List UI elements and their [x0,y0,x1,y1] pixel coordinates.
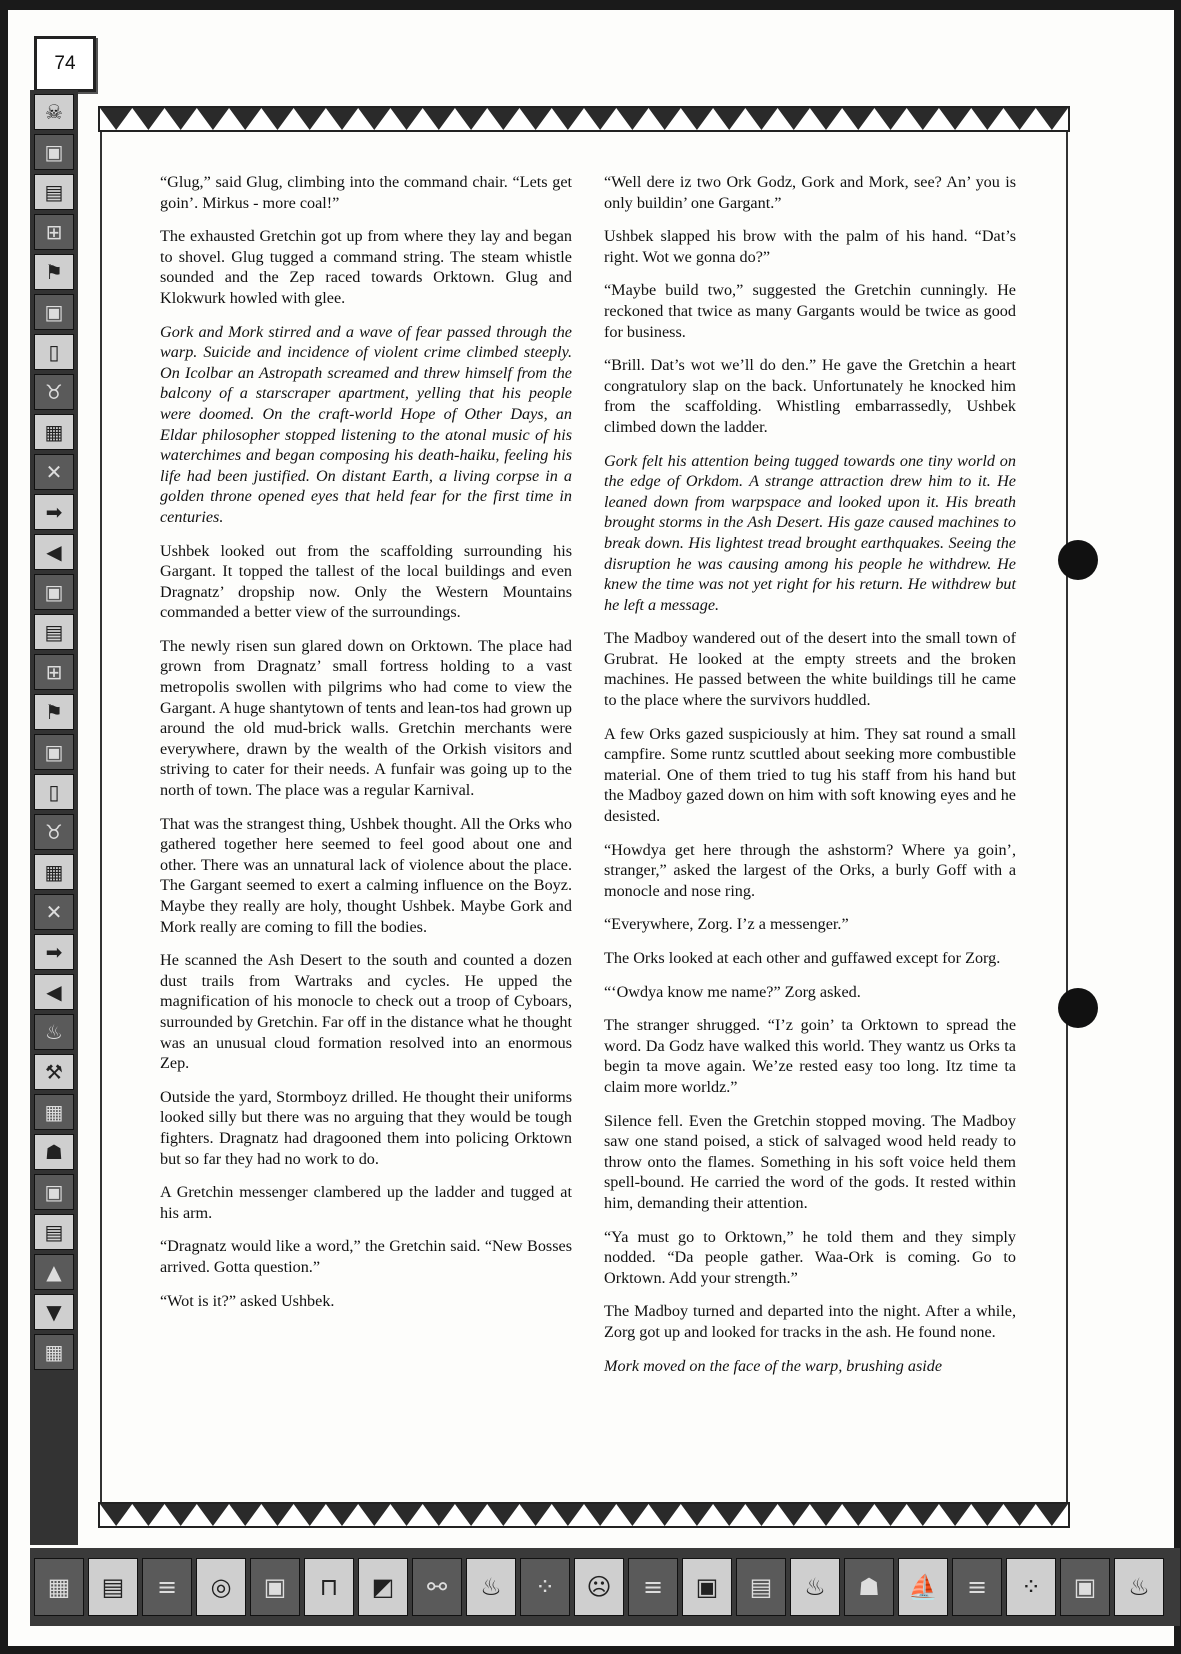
dots-glyph-icon: ⁘ [1006,1558,1056,1616]
checker-glyph-icon: ▦ [34,854,74,890]
checker-glyph-icon: ▦ [34,1094,74,1130]
bone-glyph-icon: ⚯ [412,1558,462,1616]
checker-glyph-icon: ▦ [34,1334,74,1370]
paragraph: “Maybe build two,” suggested the Gretchin cunningly. He reckoned that twice as many Gargants would be twice as good for business. [604,281,1016,341]
zigzag-triangle [971,1504,1003,1526]
paragraph: The Madboy wandered out of the desert into the small town of Grubrat. He looked at the empty streets and the broken machines. He passed between the white buildings till he came to the place where the survivors huddled. [604,629,1016,710]
zigzag-triangle [874,108,906,130]
box-glyph-icon: ▤ [34,174,74,210]
zigzag-triangle [261,108,293,130]
paragraph: The exhausted Gretchin got up from where they lay and began to shovel. Glug tugged a command string. The steam whistle sounded and the Zep raced towards Orktown. Glug and Klokwurk howled with glee. [160,227,572,307]
paragraph: That was the strangest thing, Ushbek thought. All the Orks who gathered together here seemed to feel good about one and other. There was an unnatural lack of violence about the place. The Gargant seemed to exert a calming influence on the Boyz. Maybe they really are holy, thought Ushbek. Maybe Gork and Mork really are coming to fill the bodies. [160,814,572,936]
zigzag-triangle [358,1504,390,1526]
horns-glyph-icon: ♉ [34,374,74,410]
zigzag-triangle [713,108,745,130]
paragraph: “Dragnatz would like a word,” the Gretchin said. “New Bosses arrived. Gotta question.” [160,1237,572,1276]
zigzag-triangle [907,108,939,130]
zigzag-triangle [810,1504,842,1526]
lines-glyph-icon: ≡ [952,1558,1002,1616]
bracket-glyph-icon: ⊞ [34,654,74,690]
paragraph: “Glug,” said Glug, climbing into the command chair. “Lets get goin’. Mirkus - more coal!” [160,173,572,212]
zigzag-triangle [100,108,132,130]
zigzag-triangle [261,1504,293,1526]
door-glyph-icon: ▯ [34,774,74,810]
text-columns [160,172,1016,1462]
triangle-glyph-icon: ◀ [34,974,74,1010]
zigzag-triangle [778,108,810,130]
arrow-glyph-icon: ➡ [34,494,74,530]
left-decorative-border [30,90,78,1545]
paragraph: Gork and Mork stirred and a wave of fear passed through the warp. Suicide and incidence of violent crime climbed steeply. On Icolbar an Astropath screamed and threw himself from the balcony of a starscraper apartment, yelling that his people were doomed. On the craft-world Hope of Other Days, an Eldar philosopher stopped listening to the atonal music of his waterchimes and began composing his death-haiku, feeling his life had been justified. On distant Earth, a living corpse in a golden throne opened eyes that held fear for the first time in centuries. [160,322,572,526]
zigzag-triangle [229,108,261,130]
mask-glyph-icon: ☗ [34,1134,74,1170]
zigzag-triangle [874,1504,906,1526]
block-glyph-icon: ▣ [34,134,74,170]
flame-glyph-icon: ♨ [1114,1558,1164,1616]
zigzag-triangle [616,1504,648,1526]
hammer-glyph-icon: ⚒ [34,1054,74,1090]
zigzag-triangle [552,1504,584,1526]
flag-glyph-icon: ⚑ [34,254,74,290]
zigzag-triangle [681,1504,713,1526]
paragraph: A few Orks gazed suspiciously at him. They sat round a small campfire. Some runtz scuttled about seeking more combustible material. One of them tried to tug his staff from his hand but the Madboy gazed down on him with soft knowing eyes and he desisted. [604,724,1016,826]
binder-hole-top [1058,540,1098,580]
zigzag-triangle [616,108,648,130]
zigzag-triangle [778,1504,810,1526]
checker-glyph-icon: ▦ [34,1558,84,1616]
zigzag-triangle [165,108,197,130]
cross-glyph-icon: ✕ [34,454,74,490]
zigzag-triangle [842,1504,874,1526]
box-glyph-icon: ▤ [34,1214,74,1250]
zigzag-triangle [1003,1504,1035,1526]
zigzag-triangle [487,108,519,130]
zigzag-triangle [1003,108,1035,130]
zigzag-triangle [358,108,390,130]
cross-glyph-icon: ✕ [34,894,74,930]
paragraph: The stranger shrugged. “I’z goin’ ta Orktown to spread the word. Da Godz have walked this world. They wantz us Orks ta begin ta move again. We’ze rested easy too long. Itz time ta claim more worldz.” [604,1016,1016,1096]
zigzag-triangle [681,108,713,130]
zigzag-triangle [1036,108,1068,130]
zigzag-triangle [455,108,487,130]
horns-glyph-icon: ♉ [34,814,74,850]
zigzag-triangle [745,1504,777,1526]
block-glyph-icon: ▣ [34,1174,74,1210]
zigzag-triangle [745,108,777,130]
zigzag-triangle [552,108,584,130]
zigzag-triangle [455,1504,487,1526]
zigzag-triangle [971,108,1003,130]
zigzag-triangle [519,1504,551,1526]
door-glyph-icon: ▯ [34,334,74,370]
flame-glyph-icon: ♨ [34,1014,74,1050]
spiral-glyph-icon: ◎ [196,1558,246,1616]
zigzag-triangle [487,1504,519,1526]
zigzag-triangle [1036,1504,1068,1526]
zigzag-triangle [423,108,455,130]
face-glyph-icon: ☹ [574,1558,624,1616]
bottom-zigzag-border [98,1502,1070,1528]
dots-glyph-icon: ⁘ [520,1558,570,1616]
zigzag-triangle [326,1504,358,1526]
box-glyph-icon: ▤ [736,1558,786,1616]
paragraph: “‘Owdya know me name?” Zorg asked. [604,982,861,1001]
paragraph: The Orks looked at each other and guffawed except for Zorg. [604,949,1001,967]
zigzag-triangle [842,108,874,130]
zigzag-triangle [423,1504,455,1526]
zigzag-triangle [939,108,971,130]
paragraph: “Everywhere, Zorg. I’z a messenger.” [604,915,849,934]
block-glyph-icon: ▣ [34,734,74,770]
zigzag-triangle [132,108,164,130]
block-glyph-icon: ▣ [1060,1558,1110,1616]
zigzag-triangle [907,1504,939,1526]
zigzag-triangle [713,1504,745,1526]
lines-glyph-icon: ≡ [142,1558,192,1616]
zigzag-triangle [100,1504,132,1526]
zigzag-triangle [165,1504,197,1526]
paragraph: “Well dere iz two Ork Godz, Gork and Mork, see? An’ you is only buildin’ one Gargant.” [604,173,1016,212]
binder-hole-bottom [1058,988,1098,1028]
paragraph: Outside the yard, Stormboyz drilled. He thought their uniforms looked silly but there was no arguing that they would be tough fighters. Dragnatz had dragooned them into policing Orktown but so far they had no work to do. [160,1087,572,1168]
zigzag-triangle [939,1504,971,1526]
zigzag-triangle [519,108,551,130]
paragraph: Mork moved on the face of the warp, brushing aside [604,1356,943,1375]
page-number: 74 [34,36,96,92]
box-glyph-icon: ▤ [88,1558,138,1616]
checker-glyph-icon: ▦ [34,414,74,450]
paragraph: The newly risen sun glared down on Orktown. The place had grown from Dragnatz’ small fortress holding to a vast metropolis swollen with pilgrims who had come to view the Gargant. A huge shantytown of tents and lean-tos had grown up around the old mud-brick walls. Gretchin merchants were everywhere, drawn by the wealth of the Orkish visitors and striving to cater for their needs. A funfair was going up to the north of town. The place was a regular Karnival. [160,636,572,800]
paragraph: He scanned the Ash Desert to the south and counted a dozen dust trails from Wartraks and cycles. He upped the magnification of his monocle to check out a troop of Cyboars, surrounded by Gretchin. Far off in the distance what he thought was an unusual cloud formation resolved into an enormous Zep. [160,951,572,1073]
zigzag-triangle [326,108,358,130]
paragraph: Silence fell. Even the Gretchin stopped moving. The Madboy saw one stand poised, a stick of salvaged wood held ready to throw onto the flames. Something in his soft voice held them spell-bound. He carried the word of the gods. It rested within him, demanding their attention. [604,1111,1016,1212]
triangle-glyph-icon: ◀ [34,534,74,570]
flag-glyph-icon: ⚑ [34,694,74,730]
zigzag-triangle [390,1504,422,1526]
zigzag-triangle [390,108,422,130]
teeth-glyph-icon: ▼ [34,1294,74,1330]
block-glyph-icon: ▣ [34,574,74,610]
paragraph: “Brill. Dat’s wot we’ll do den.” He gave the Gretchin a heart congratulory slap on the back. Unfortunately he knocked him from the scaffolding. Whistling embarrassedly, Ushbek climbed down the ladder. [604,356,1016,436]
zigzag-triangle [197,108,229,130]
comb-glyph-icon: ⊓ [304,1558,354,1616]
block-glyph-icon: ▣ [34,294,74,330]
lines-glyph-icon: ≡ [628,1558,678,1616]
mask-glyph-icon: ☗ [844,1558,894,1616]
zigzag-triangle [294,1504,326,1526]
top-zigzag-border [98,106,1070,132]
paragraph: The Madboy turned and departed into the night. After a while, Zorg got up and looked for tracks in the ash. He found none. [604,1302,1016,1341]
triangle-glyph-icon: ▲ [34,1254,74,1290]
bottom-decorative-border [30,1548,1180,1626]
box-glyph-icon: ▤ [34,614,74,650]
bracket-glyph-icon: ⊞ [34,214,74,250]
paragraph: Ushbek looked out from the scaffolding surrounding his Gargant. It topped the tallest of the local buildings and even Dragnatz’ dropship now. Only the Western Mountains commanded a better view of the surroundings. [160,541,572,622]
zigzag-triangle [294,108,326,130]
arrow-glyph-icon: ➡ [34,934,74,970]
flame-glyph-icon: ♨ [466,1558,516,1616]
paragraph: Ushbek slapped his brow with the palm of his hand. “Dat’s right. Wot we gonna do?” [604,227,1016,266]
paragraph: “Wot is it?” asked Ushbek. [160,1291,335,1310]
flame-glyph-icon: ♨ [790,1558,840,1616]
paragraph: “Ya must go to Orktown,” he told them and they simply nodded. “Da people gather. Waa-Ork is coming. Go to Orktown. Add your strength.” [604,1227,1016,1287]
zigzag-triangle [810,108,842,130]
block-glyph-icon: ▣ [682,1558,732,1616]
zigzag-triangle [584,108,616,130]
block-glyph-icon: ▣ [250,1558,300,1616]
zigzag-triangle [649,108,681,130]
left-column [160,172,572,1462]
step-glyph-icon: ◩ [358,1558,408,1616]
paragraph: A Gretchin messenger clambered up the ladder and tugged at his arm. [160,1183,572,1222]
zigzag-triangle [197,1504,229,1526]
zigzag-triangle [132,1504,164,1526]
zigzag-triangle [229,1504,261,1526]
zigzag-triangle [649,1504,681,1526]
paragraph: “Howdya get here through the ashstorm? Where ya goin’, stranger,” asked the largest of the Orks, a burly Goff with a monocle and nose ring. [604,840,1016,900]
skull-glyph-icon: ☠ [34,94,74,130]
paragraph: Gork felt his attention being tugged towards one tiny world on the edge of Orkdom. A strange attraction drew him to it. He leaned down from warpspace and looked upon it. His breath brought storms in the Ash Desert. His gaze caused machines to break down. His lightest tread brought earthquakes. Seeing the disruption he was causing among his people he withdrew. He knew the time was not yet right for his return. He withdrew but he left a message. [604,451,1016,614]
ship-glyph-icon: ⛵ [898,1558,948,1616]
zigzag-triangle [584,1504,616,1526]
right-column [604,172,1016,1462]
